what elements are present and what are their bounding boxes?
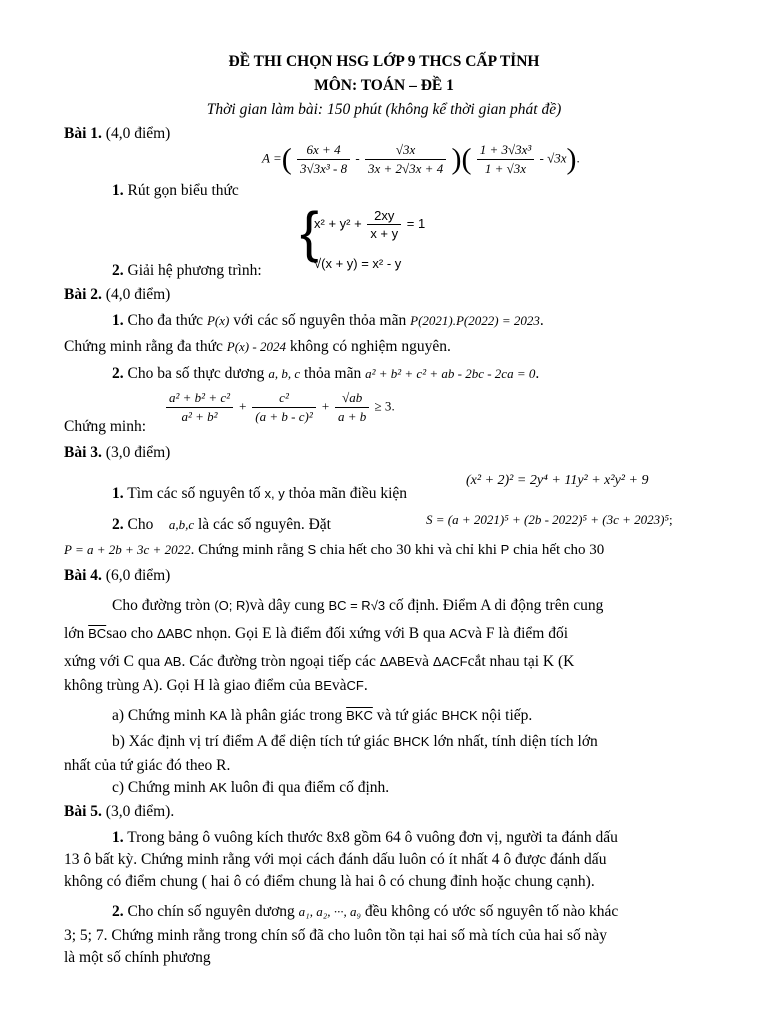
system-eq2: √(x + y) = x² - y bbox=[314, 256, 402, 271]
bai5-q1-line1: 1. Trong bảng ô vuông kích thước 8x8 gồm 64 ô vuông đơn vị, người ta đánh dấu bbox=[112, 829, 618, 846]
bai3-s-definition: S = (a + 2021)⁵ + (2b - 2022)⁵ + (3c + 2023)⁵; bbox=[426, 512, 673, 527]
bai5-heading: Bài 5. (3,0 điểm). bbox=[64, 803, 175, 820]
bai4-p4: không trùng A). Gọi H là giao điểm của BEvàCF. bbox=[64, 677, 368, 694]
bai5-q1-line2: 13 ô bất kỳ. Chứng minh rằng với mọi cách đánh dấu luôn có ít nhất 4 ô được đánh dấu bbox=[64, 851, 607, 868]
system-brace: { bbox=[300, 200, 319, 263]
bai4-p1: Cho đường tròn (O; R)và dây cung BC = R√3 cố định. Điểm A di động trên cung bbox=[112, 597, 604, 614]
bai2-q2-prove: Chứng minh: bbox=[64, 418, 147, 435]
bai1-q1: 1. Rút gọn biểu thức bbox=[112, 182, 239, 199]
bai5-q1-line3: không có điểm chung ( hai ô có điểm chung là hai ô có chung đỉnh hoặc chung cạnh). bbox=[64, 873, 595, 890]
bai1-q2: 2. Giải hệ phương trình: bbox=[112, 262, 262, 279]
bai5-q2-line1: 2. Cho chín số nguyên dương a₁, a₂, ···, a₉ đều không có ước số nguyên tố nào khác bbox=[112, 903, 619, 920]
bai3-q2: 2. Cho a,b,c là các số nguyên. Đặt bbox=[112, 516, 331, 533]
bai2-q1: 1. Cho đa thức P(x) với các số nguyên thỏa mãn P(2021).P(2022) = 2023. bbox=[112, 312, 544, 329]
bai3-q2-line2: P = a + 2b + 3c + 2022. Chứng minh rằng S chia hết cho 30 khi và chỉ khi P chia hết cho 30 bbox=[64, 542, 605, 558]
time-note: Thời gian làm bài: 150 phút (không kể thời gian phát đề) bbox=[206, 101, 562, 118]
bai3-q1: 1. Tìm các số nguyên tố x, y thỏa mãn điều kiện bbox=[112, 485, 408, 502]
exam-title: ĐỀ THI CHỌN HSG LỚP 9 THCS CẤP TỈNH bbox=[228, 53, 540, 70]
inequality: $\frac{\text{a² + b² + c²}}{\text{a² + b²}}$ + $\frac{\text{c²}}{\text{(a + b - c)²}}$ + $\frac{√ab}{a + b}$ ≥ 3. bbox=[164, 390, 395, 425]
bai2-heading: Bài 2. (4,0 điểm) bbox=[64, 286, 171, 303]
bai5-q2-line3: là một số chính phương bbox=[64, 949, 211, 966]
system-eq1: x² + y² + $\frac{2xy}{x + y}$ = 1 bbox=[314, 208, 426, 241]
bai2-q2: 2. Cho ba số thực dương a, b, c thỏa mãn a² + b² + c² + ab - 2bc - 2ca = 0. bbox=[112, 365, 540, 382]
bai5-q2-line2: 3; 5; 7. Chứng minh rằng trong chín số đã cho luôn tồn tại hai số mà tích của hai số này bbox=[64, 927, 608, 944]
bai4-heading: Bài 4. (6,0 điểm) bbox=[64, 567, 171, 584]
bai3-heading: Bài 3. (3,0 điểm) bbox=[64, 444, 171, 461]
bai4-qc: c) Chứng minh AK luôn đi qua điểm cố định. bbox=[112, 779, 390, 796]
bai2-q1-line2: Chứng minh rằng đa thức P(x) - 2024 không có nghiệm nguyên. bbox=[64, 338, 451, 355]
bai4-qa: a) Chứng minh KA là phân giác trong $\overline{BKC}$ và tứ giác BHCK nội tiếp. bbox=[112, 707, 533, 724]
subject-title: MÔN: TOÁN – ĐỀ 1 bbox=[314, 77, 454, 94]
bai1-heading: Bài 1. (4,0 điểm) bbox=[64, 125, 171, 142]
expression-a: A =( $\frac{6x + 4}{\text{3√3x³ - 8}}$ - $\frac{√3x}{3x + 2√3x + 4}$ )( $\frac{\text{1 + 3√3x³}}{1 + √3x}$ - √3x). bbox=[262, 142, 580, 176]
bai4-p2: lớn $\overline{BC}sao$ cho ΔABC nhọn. Gọi E là điểm đối xứng với B qua ACvà F là điểm đối bbox=[64, 625, 569, 642]
bai3-q1-equation: (x² + 2)² = 2y⁴ + 11y² + x²y² + 9 bbox=[466, 473, 649, 488]
bai4-p3: xứng với C qua AB. Các đường tròn ngoại tiếp các ΔABEvà ΔACFcắt nhau tại K (K bbox=[64, 653, 575, 670]
bai4-qb: b) Xác định vị trí điểm A để diện tích tứ giác BHCK lớn nhất, tính diện tích lớn bbox=[112, 733, 598, 750]
bai4-qb-line2: nhất của tứ giác đó theo R. bbox=[64, 757, 231, 774]
